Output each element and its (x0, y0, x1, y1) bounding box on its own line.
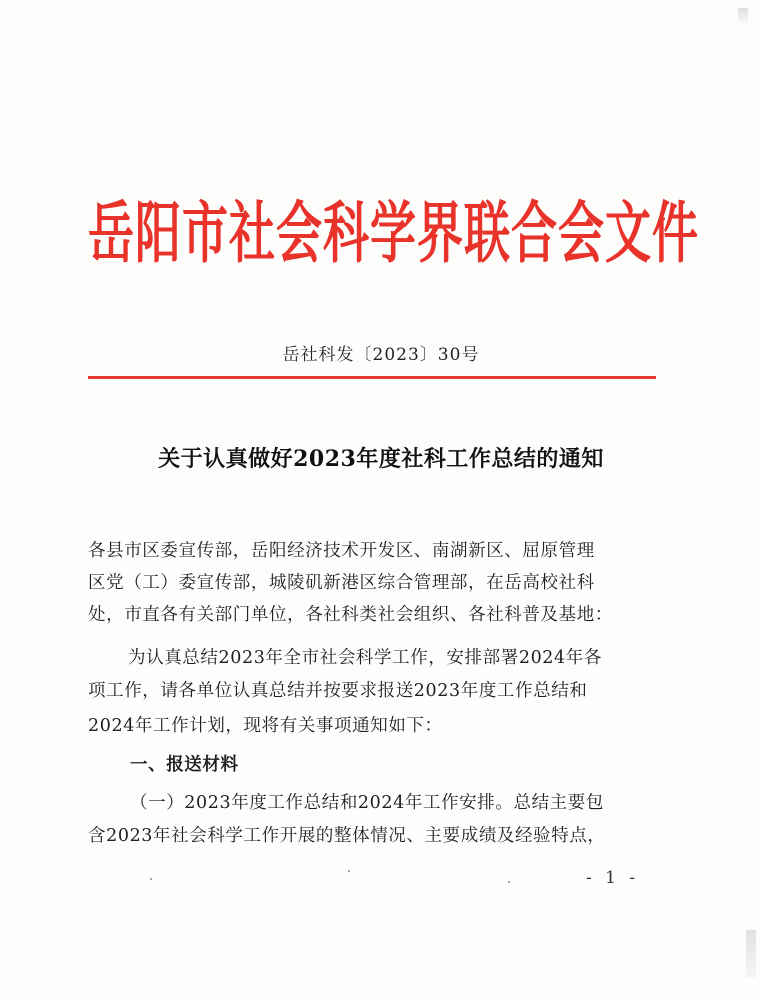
scan-speck (508, 881, 510, 883)
addressee-line: 处，市直各有关部门单位，各社科类社会组织、各社科普及基地： (88, 605, 613, 625)
paragraph-line: （一）2023年度工作总结和2024年工作安排。总结主要包 (130, 793, 604, 813)
red-divider-line (88, 376, 656, 379)
addressee-line: 区党（工）委宣传部，城陵矶新港区综合管理部，在岳高校社科 (88, 573, 595, 593)
masthead: 岳阳市社会科学界联合会文件 (88, 193, 699, 273)
paragraph-line: 含2023年社会科学工作开展的整体情况、主要成绩及经验特点， (88, 826, 606, 846)
page-number: - 1 - (586, 868, 640, 888)
page-title: 关于认真做好2023年度社科工作总结的通知 (158, 446, 604, 472)
scan-edge-mark (738, 8, 748, 22)
paragraph-line: 2024年工作计划，现将有关事项通知如下： (88, 716, 443, 736)
paragraph-line: 项工作，请各单位认真总结并按要求报送2023年度工作总结和 (88, 681, 588, 701)
scan-speck (150, 878, 152, 880)
scan-speck (348, 870, 350, 872)
scan-edge-mark (746, 930, 756, 978)
section-heading: 一、报送材料 (130, 755, 239, 775)
addressee-line: 各县市区委宣传部，岳阳经济技术开发区、南湖新区、屈原管理 (88, 541, 595, 561)
document-number: 岳社科发〔2023〕30号 (282, 345, 480, 365)
paragraph-line: 为认真总结2023年全市社会科学工作，安排部署2024年各 (128, 648, 602, 668)
